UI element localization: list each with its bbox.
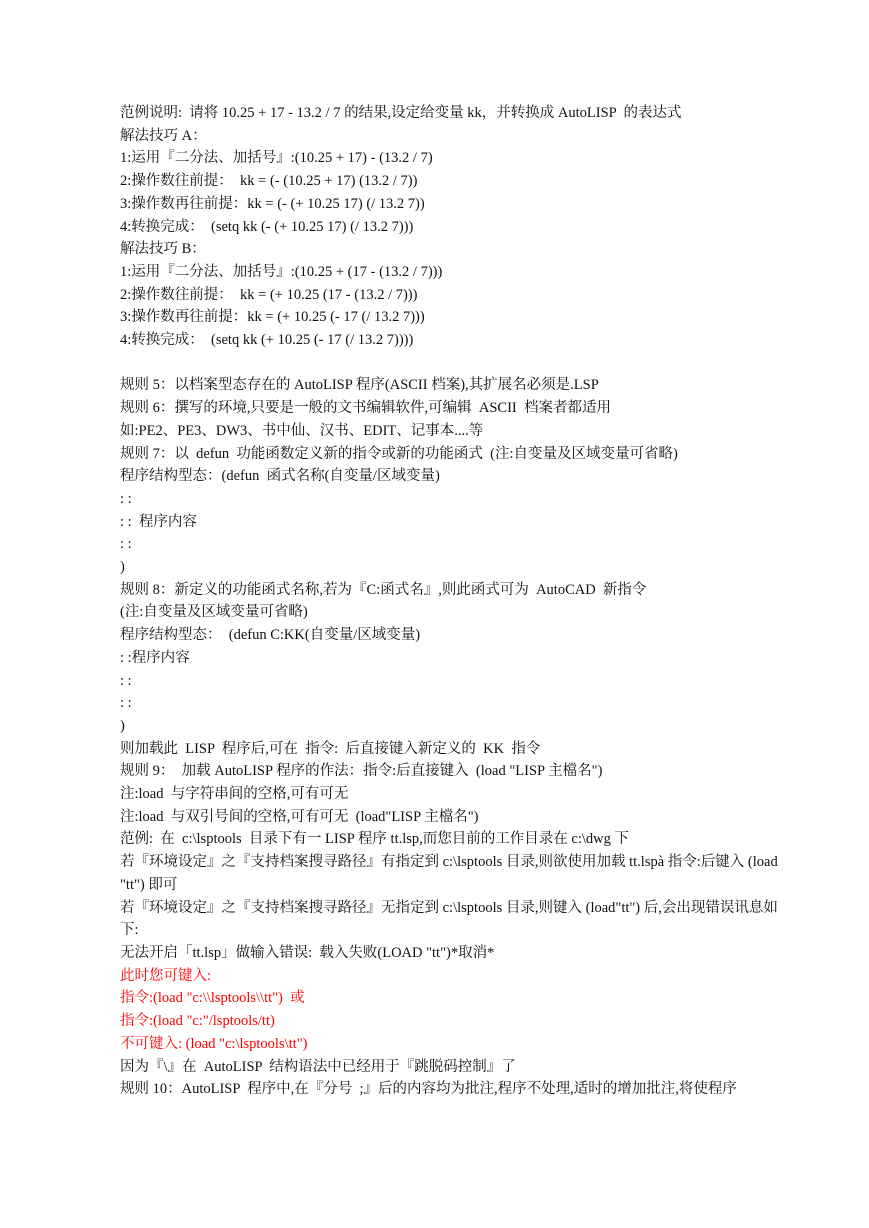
- method-b-heading: 解法技巧 B：: [120, 241, 206, 258]
- method-b-step-2: 2:操作数往前提： kk = (+ 10.25 (17 - (13.2 / 7))): [120, 286, 418, 303]
- method-b-step-3: 3:操作数再往前提：kk = (+ 10.25 (- 17 (/ 13.2 7))): [120, 309, 425, 326]
- code-line: : :: [120, 672, 132, 689]
- path-specified-paragraph: 若『环境设定』之『支持档案搜寻路径』有指定到 c:\lsptools 目录,则欲使用加载 tt.lspà 指令:后键入 (load "tt") 即可: [120, 854, 778, 893]
- code-line: ): [120, 717, 125, 734]
- red-command-1: 指令:(load "c:\\lsptools\\tt") 或: [120, 990, 305, 1007]
- method-b-step-1: 1:运用『二分法、加括号』:(10.25 + (17 - (13.2 / 7))): [120, 263, 443, 280]
- rule-8: 规则 8：新定义的功能函式名称,若为『C:函式名』,则此函式可为 AutoCAD 新指令: [120, 581, 647, 598]
- path-unspecified-paragraph: 若『环境设定』之『支持档案搜寻路径』无指定到 c:\lsptools 目录,则键入 (load"tt") 后,会出现错误讯息如下:: [120, 899, 778, 939]
- escape-explanation: 因为『\』在 AutoLISP 结构语法中已经用于『跳脱码控制』了: [120, 1058, 516, 1075]
- method-a-step-1: 1:运用『二分法、加括号』:(10.25 + 17) - (13.2 / 7): [120, 150, 433, 167]
- code-line: ): [120, 559, 125, 576]
- rule-6-examples: 如:PE2、PE3、DW3、书中仙、汉书、EDIT、记事本....等: [120, 422, 484, 439]
- example-paths: 范例: 在 c:\lsptools 目录下有一 LISP 程序 tt.lsp,而您目前的工作目录在 c:\dwg 下: [120, 831, 629, 848]
- rule-5: 规则 5：以档案型态存在的 AutoLISP 程序(ASCII 档案),其扩展名必须是.LSP: [120, 377, 599, 394]
- red-hint-heading: 此时您可键入:: [120, 967, 212, 984]
- note-2: 注:load 与双引号间的空格,可有可无 (load"LISP 主檔名"): [120, 808, 479, 825]
- error-message: 无法开启「tt.lsp」做输入错误: 载入失败(LOAD "tt")*取消*: [120, 945, 495, 961]
- code-line: : : 程序内容: [120, 513, 197, 530]
- code-line: : :程序内容: [120, 649, 190, 666]
- red-command-2: 指令:(load "c:"/lsptools/tt): [120, 1013, 275, 1030]
- rule-7: 规则 7：以 defun 功能函数定义新的指令或新的功能函式 (注:自变量及区域变量可省略): [120, 445, 678, 462]
- code-line: : :: [120, 536, 132, 553]
- rule-9: 规则 9： 加载 AutoLISP 程序的作法：指令:后直接键入 (load "LISP 主檔名"): [120, 763, 603, 780]
- red-invalid-command: 不可键入: (load "c:\lsptools\tt"): [120, 1035, 308, 1052]
- structure-type-1: 程序结构型态：(defun 函式名称(自变量/区域变量): [120, 468, 440, 485]
- method-b-step-4: 4:转换完成： (setq kk (+ 10.25 (- 17 (/ 13.2 7)))): [120, 332, 414, 349]
- example-description: 范例说明: 请将 10.25 + 17 - 13.2 / 7 的结果,设定给变量 kk，并转换成 AutoLISP 的表达式: [120, 105, 682, 121]
- method-a-step-3: 3:操作数再往前提：kk = (- (+ 10.25 17) (/ 13.2 7)): [120, 195, 425, 212]
- rule-8-usage: 则加载此 LISP 程序后,可在 指令: 后直接键入新定义的 KK 指令: [120, 740, 541, 757]
- code-line: : :: [120, 490, 132, 507]
- method-a-step-2: 2:操作数往前提： kk = (- (10.25 + 17) (13.2 / 7)): [120, 173, 418, 190]
- method-a-step-4: 4:转换完成： (setq kk (- (+ 10.25 17) (/ 13.2 7))): [120, 218, 414, 235]
- method-a-heading: 解法技巧 A：: [120, 127, 207, 144]
- blank-line: [120, 352, 780, 375]
- rule-10: 规则 10：AutoLISP 程序中,在『分号 ;』后的内容均为批注,程序不处理,适时的增加批注,将使程序: [120, 1081, 737, 1098]
- rule-6: 规则 6：撰写的环境,只要是一般的文书编辑软件,可编辑 ASCII 档案者都适用: [120, 400, 611, 417]
- note-1: 注:load 与字符串间的空格,可有可无: [120, 786, 349, 803]
- document-page: [120, 102, 780, 1101]
- code-line: : :: [120, 695, 132, 712]
- structure-type-2: 程序结构型态： (defun C:KK(自变量/区域变量): [120, 627, 421, 644]
- rule-8-note: (注:自变量及区域变量可省略): [120, 604, 308, 621]
